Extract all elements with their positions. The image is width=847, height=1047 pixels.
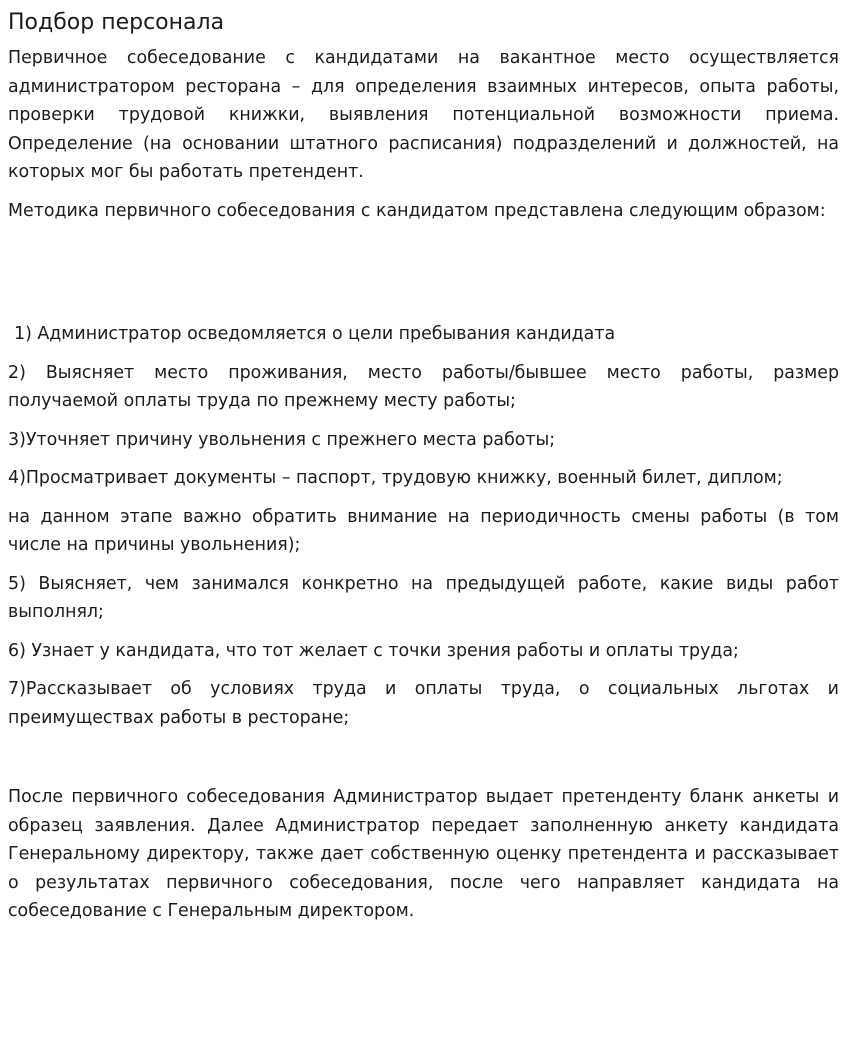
step-6-paragraph: 6) Узнает у кандидата, что тот желает с точки зрения работы и оплаты труда;: [8, 640, 739, 661]
conclusion-paragraph: После первичного собеседования Администратор выдает претенденту бланк анкеты и образец заявления. Далее Администратор передает заполненную анкету кандидата Генеральному директору, также дает собственную оценку претендента и рассказывает о результатах первичного собеседования, после чего направляет кандидата на собеседование с Генеральным директором.: [8, 787, 839, 921]
step-7-paragraph: 7)Рассказывает об условиях труда и оплаты труда, о социальных льготах и преимуществах работы в ресторане;: [8, 679, 839, 728]
step-1-paragraph: 1) Администратор осведомляется о цели пребывания кандидата: [14, 324, 616, 344]
document-page: [8, 0, 839, 926]
intro-paragraph: Первичное собеседование с кандидатами на вакантное место осуществляется администратором ресторана – для определения взаимных интересов, опыта работы, проверки трудовой книжки, выявления потенциальной возможности приема. Определение (на основании штатного расписания) подразделений и должностей, на которых мог бы работать претендент.: [8, 48, 839, 182]
step-3-paragraph: 3)Уточняет причину увольнения с прежнего места работы;: [8, 429, 556, 450]
step-5-paragraph: 5) Выясняет, чем занимался конкретно на предыдущей работе, какие виды работ выполнял;: [8, 573, 839, 622]
page-title: Подбор персонала: [8, 10, 225, 35]
step-2-paragraph: 2) Выясняет место проживания, место работы/бывшее место работы, размер получаемой оплаты труда по прежнему месту работы;: [8, 362, 839, 411]
step-4-paragraph: 4)Просматривает документы – паспорт, трудовую книжку, военный билет, диплом;: [8, 468, 783, 488]
note-paragraph: на данном этапе важно обратить внимание на периодичность смены работы (в том числе на причины увольнения);: [8, 506, 839, 555]
method-intro-paragraph: Методика первичного собеседования с кандидатом представлена следующим образом:: [8, 200, 826, 221]
